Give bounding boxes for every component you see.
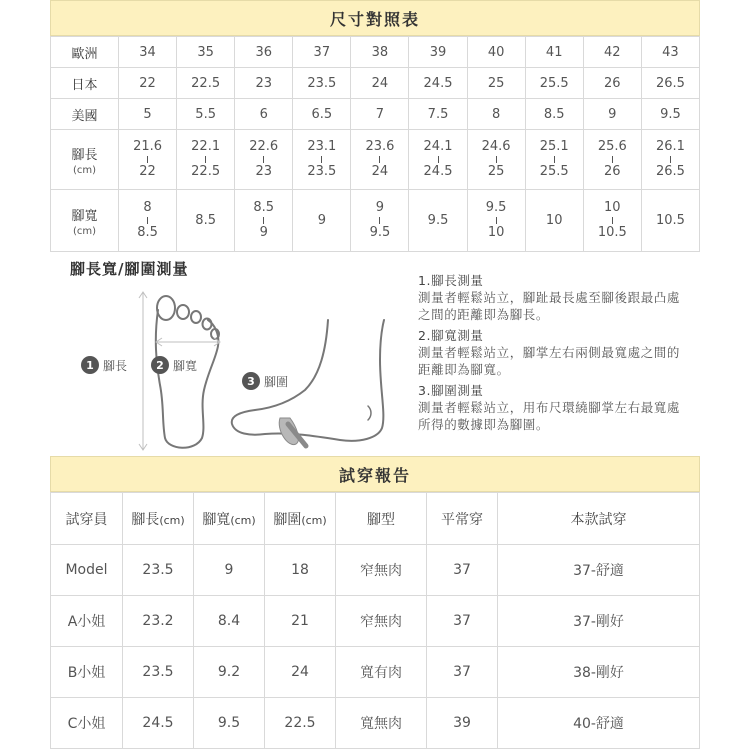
range-tick — [379, 217, 380, 224]
badge-label: 腳圍 — [264, 374, 289, 389]
tape-measure-icon — [279, 418, 306, 446]
range-cell — [235, 130, 293, 190]
size-cell: 38 — [351, 37, 409, 68]
range-cell — [119, 190, 177, 252]
size-cell: 7.5 — [409, 99, 467, 130]
measure-section — [50, 252, 700, 452]
range-from: 9.5 — [485, 200, 507, 216]
row-jp — [51, 68, 700, 99]
size-cell: 34 — [119, 37, 177, 68]
size-cell: 9.5 — [409, 190, 467, 252]
range-cell — [467, 190, 525, 252]
report-title: 試穿報告 — [50, 456, 700, 492]
cell-width: 9 — [194, 545, 265, 596]
header-unit: (cm) — [230, 513, 256, 527]
badge-width — [151, 356, 197, 374]
report-header-row — [51, 493, 700, 545]
cell-usual: 37 — [427, 647, 498, 698]
range-to: 24 — [371, 164, 389, 179]
cell-type: 寬有肉 — [336, 647, 427, 698]
row-us — [51, 99, 700, 130]
size-cell: 7 — [351, 99, 409, 130]
size-cell: 8 — [467, 99, 525, 130]
range-to: 26.5 — [655, 164, 685, 179]
row-label-text: 腳長 — [71, 147, 98, 163]
cell-fit: 38-剛好 — [498, 647, 700, 698]
size-cell: 22.5 — [177, 68, 235, 99]
range-tick — [438, 156, 439, 163]
size-cell: 39 — [409, 37, 467, 68]
cell-length: 24.5 — [123, 698, 194, 749]
row-label — [51, 190, 119, 252]
row-foot-width — [51, 190, 700, 252]
row-eu — [51, 37, 700, 68]
row-label: 歐洲 — [51, 37, 119, 68]
table-row — [51, 596, 700, 647]
range-cell — [583, 190, 641, 252]
instruction-text: 測量者輕鬆站立，腳掌左右兩側最寬處之間的距離即為腳寬。 — [418, 345, 681, 377]
row-label-unit: (cm) — [72, 164, 97, 176]
cell-girth: 21 — [265, 596, 336, 647]
range-tick — [205, 156, 206, 163]
range-cell — [583, 130, 641, 190]
instruction-girth — [418, 382, 688, 433]
header-girth — [265, 493, 336, 545]
size-cell: 42 — [583, 37, 641, 68]
size-cell: 6.5 — [293, 99, 351, 130]
cell-girth: 18 — [265, 545, 336, 596]
range-tick — [554, 156, 555, 163]
instruction-heading: 1.腳長測量 — [418, 273, 484, 288]
range-tick — [263, 217, 264, 224]
range-to: 10.5 — [597, 225, 627, 240]
badge-number: 3 — [242, 372, 260, 390]
header-usual: 平常穿 — [427, 493, 498, 545]
cell-fit: 37-舒適 — [498, 545, 700, 596]
cell-usual: 37 — [427, 596, 498, 647]
cell-type: 窄無肉 — [336, 596, 427, 647]
cell-usual: 39 — [427, 698, 498, 749]
range-to: 22 — [139, 164, 156, 179]
range-tick — [496, 156, 497, 163]
size-cell: 5.5 — [177, 99, 235, 130]
size-cell: 23.5 — [293, 68, 351, 99]
size-cell: 9.5 — [641, 99, 699, 130]
range-tick — [670, 156, 671, 163]
range-cell — [525, 130, 583, 190]
instruction-text: 測量者輕鬆站立，用布尺環繞腳掌左右最寬處所得的數據即為腳圍。 — [418, 400, 681, 432]
header-width — [194, 493, 265, 545]
range-cell — [641, 130, 699, 190]
cell-length: 23.2 — [123, 596, 194, 647]
cell-width: 8.4 — [194, 596, 265, 647]
range-from: 25.1 — [539, 139, 569, 155]
size-cell: 24.5 — [409, 68, 467, 99]
header-text: 腳寬 — [202, 511, 231, 528]
measure-title: 腳長寬/腳圍測量 — [70, 260, 189, 278]
badge-label: 腳寬 — [173, 358, 198, 373]
range-to: 22.5 — [191, 164, 221, 179]
badge-length — [81, 356, 127, 374]
size-cell: 35 — [177, 37, 235, 68]
cell-fit: 40-舒適 — [498, 698, 700, 749]
badge-label: 腳長 — [103, 358, 128, 373]
range-tick — [263, 156, 264, 163]
range-from: 22.1 — [191, 139, 221, 155]
size-cell: 8.5 — [525, 99, 583, 130]
range-to: 9.5 — [369, 225, 391, 240]
range-to: 10 — [487, 225, 505, 240]
instruction-width — [418, 327, 688, 378]
range-from: 23.6 — [365, 139, 395, 155]
size-cell: 9 — [583, 99, 641, 130]
range-from: 26.1 — [655, 139, 685, 155]
badge-number: 1 — [81, 356, 99, 374]
header-text: 腳長 — [131, 511, 160, 528]
range-tick — [147, 156, 148, 163]
size-cell: 36 — [235, 37, 293, 68]
row-label — [51, 130, 119, 190]
range-to: 8.5 — [137, 225, 158, 240]
range-cell — [293, 130, 351, 190]
cell-type: 寬無肉 — [336, 698, 427, 749]
size-cell: 37 — [293, 37, 351, 68]
instruction-text: 測量者輕鬆站立，腳趾最長處至腳後跟最凸處之間的距離即為腳長。 — [418, 290, 681, 322]
instruction-length — [418, 272, 688, 323]
range-from: 25.6 — [597, 139, 627, 155]
range-to: 23 — [255, 164, 272, 179]
measure-instructions — [418, 272, 688, 437]
range-to: 9 — [259, 225, 268, 240]
range-from: 24.6 — [481, 139, 511, 155]
size-cell: 25 — [467, 68, 525, 99]
range-cell — [409, 130, 467, 190]
size-cell: 43 — [641, 37, 699, 68]
instruction-heading: 3.腳圍測量 — [418, 383, 484, 398]
header-text: 腳圍 — [273, 511, 302, 528]
report-table — [50, 492, 700, 749]
size-cell: 25.5 — [525, 68, 583, 99]
range-tick — [379, 156, 380, 163]
header-tester: 試穿員 — [51, 493, 123, 545]
size-cell: 9 — [293, 190, 351, 252]
header-unit: (cm) — [159, 513, 185, 527]
cell-type: 窄無肉 — [336, 545, 427, 596]
row-label: 美國 — [51, 99, 119, 130]
header-unit: (cm) — [301, 513, 327, 527]
length-arrow-icon — [139, 292, 147, 450]
range-cell — [119, 130, 177, 190]
range-cell — [351, 130, 409, 190]
header-length — [123, 493, 194, 545]
size-cell: 26 — [583, 68, 641, 99]
range-from: 23.1 — [307, 139, 337, 155]
size-cell: 23 — [235, 68, 293, 99]
row-label-text: 腳寬 — [71, 208, 98, 224]
cell-girth: 24 — [265, 647, 336, 698]
header-type: 腳型 — [336, 493, 427, 545]
width-arrow-icon — [156, 338, 220, 346]
range-tick — [612, 156, 613, 163]
range-tick — [496, 217, 497, 224]
size-cell: 41 — [525, 37, 583, 68]
size-cell: 24 — [351, 68, 409, 99]
cell-tester: Model — [51, 545, 123, 596]
range-to: 25.5 — [539, 164, 569, 179]
size-cell: 40 — [467, 37, 525, 68]
cell-tester: A小姐 — [51, 596, 123, 647]
cell-tester: C小姐 — [51, 698, 123, 749]
row-foot-length — [51, 130, 700, 190]
range-from: 10 — [604, 200, 621, 216]
range-to: 26 — [604, 164, 621, 179]
table-row — [51, 698, 700, 749]
range-from: 24.1 — [423, 139, 453, 155]
badge-number: 2 — [151, 356, 169, 374]
range-cell — [351, 190, 409, 252]
range-to: 25 — [487, 164, 505, 179]
size-chart-title: 尺寸對照表 — [50, 0, 700, 36]
badge-girth — [242, 372, 288, 390]
table-row — [51, 545, 700, 596]
size-chart-table — [50, 36, 700, 252]
range-to: 23.5 — [307, 164, 337, 179]
range-tick — [321, 156, 322, 163]
row-label-unit: (cm) — [72, 225, 97, 237]
range-to: 24.5 — [423, 164, 453, 179]
cell-usual: 37 — [427, 545, 498, 596]
cell-length: 23.5 — [123, 545, 194, 596]
size-cell: 5 — [119, 99, 177, 130]
table-row — [51, 647, 700, 698]
cell-tester: B小姐 — [51, 647, 123, 698]
cell-length: 23.5 — [123, 647, 194, 698]
size-cell: 8.5 — [177, 190, 235, 252]
cell-width: 9.5 — [194, 698, 265, 749]
range-from: 22.6 — [249, 139, 279, 155]
range-tick — [147, 217, 148, 224]
range-from: 8 — [143, 200, 152, 216]
size-cell: 6 — [235, 99, 293, 130]
range-cell — [467, 130, 525, 190]
cell-girth: 22.5 — [265, 698, 336, 749]
range-from: 9 — [375, 200, 385, 216]
range-from: 8.5 — [253, 200, 275, 216]
size-cell: 10 — [525, 190, 583, 252]
size-cell: 10.5 — [641, 190, 699, 252]
range-cell — [177, 130, 235, 190]
header-fit: 本款試穿 — [498, 493, 700, 545]
range-tick — [612, 217, 613, 224]
size-cell: 22 — [119, 68, 177, 99]
range-cell — [235, 190, 293, 252]
cell-width: 9.2 — [194, 647, 265, 698]
range-from: 21.6 — [133, 139, 163, 155]
cell-fit: 37-剛好 — [498, 596, 700, 647]
row-label: 日本 — [51, 68, 119, 99]
instruction-heading: 2.腳寬測量 — [418, 328, 484, 343]
size-cell: 26.5 — [641, 68, 699, 99]
